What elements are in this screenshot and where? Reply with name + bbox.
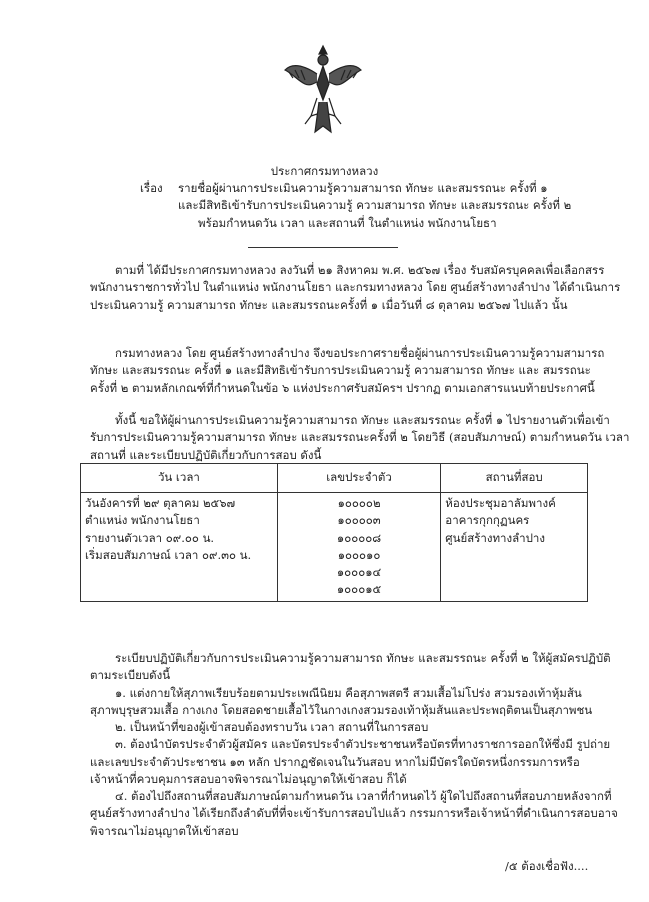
subject-label: เรื่อง — [140, 181, 163, 195]
date-cell — [81, 493, 278, 602]
rule-item-line: ศูนย์สร้างทางลำปาง ได้เรียกถึงลำดับที่ที่จะเข้ารับการสอบไปแล้ว กรรมการหรือเจ้าหน้าที่ดำเนินการสอบอาจ — [90, 806, 618, 821]
paragraph-line: พนักงานราชการทั่วไป ในตำแหน่ง พนักงานโยธา และกรมทางหลวง โดย ศูนย์สร้างทางลำปาง ได้ดำเนินการ — [90, 280, 621, 295]
header-exam-location: สถานที่สอบ — [441, 464, 588, 493]
paragraph-line: รับการประเมินความรู้ความสามารถ ทักษะ และสมรรถนะครั้งที่ ๒ โดยวิธี (สอบสัมภาษณ์) ตามกำหนดวัน เวลา — [90, 430, 630, 445]
id-cell — [277, 493, 441, 602]
subject-line: และมีสิทธิเข้ารับการประเมินความรู้ ความสามารถ ทักษะ และสมรรถนะ ครั้งที่ ๒ — [178, 198, 572, 213]
rule-item-line: ๓. ต้องนำบัตรประจำตัวผู้สมัคร และบัตรประจำตัวประชาชนหรือบัตรที่ทางราชการออกให้ซึ่งมี รูปถ่าย — [115, 737, 611, 752]
paragraph-instructions — [90, 412, 630, 464]
header-date-time: วัน เวลา — [81, 464, 278, 493]
garuda-emblem-icon — [283, 40, 363, 140]
rule-item-line: เจ้าหน้าที่ควบคุมการสอบอาจพิจารณาไม่อนุญาตให้เข้าสอบ ก็ได้ — [90, 771, 407, 786]
candidate-id: ๑๐๐๐๐๒ — [337, 496, 381, 510]
divider-line — [248, 247, 398, 248]
rule-item-line: สุภาพบุรุษสวมเสื้อ กางเกง โดยสอดชายเสื้อไว้ในกางเกงสวมรองเท้าหุ้มส้นและประพฤติตนเป็นสุภาพชน — [90, 702, 593, 717]
table-header-row — [81, 464, 588, 493]
header-id-number: เลขประจำตัว — [277, 464, 441, 493]
location-line: ห้องประชุมอาลัมพางค์ — [445, 496, 556, 510]
location-cell — [441, 493, 588, 602]
exam-schedule-table — [80, 463, 588, 602]
paragraph-line: ประเมินความรู้ ความสามารถ ทักษะ และสมรรถนะครั้งที่ ๑ เมื่อวันที่ ๘ ตุลาคม ๒๕๖๗ ไปแล้ว นั้น — [90, 297, 568, 312]
paragraph-line: ตามที่ ได้มีประกาศกรมทางหลวง ลงวันที่ ๒๑ สิงหาคม พ.ศ. ๒๕๖๗ เรื่อง รับสมัครบุคคลเพื่อเลือกสรร — [115, 263, 605, 277]
location-line: ศูนย์สร้างทางลำปาง — [445, 530, 545, 545]
paragraph-line: ทั้งนี้ ขอให้ผู้ผ่านการประเมินความรู้ความสามารถ ทักษะ และสมรรถนะ ครั้งที่ ๑ ไปรายงานตัวเพื่อเข้า — [115, 413, 610, 427]
page-continuation-note: /๕ ต้องเชื่อฟัง.... — [505, 859, 589, 873]
paragraph-announcement — [90, 345, 605, 397]
rules-intro-line: ระเบียบปฏิบัติเกี่ยวกับการประเมินความรู้ความสามารถ ทักษะ และสมรรถนะ ครั้งที่ ๒ ให้ผู้สมัครปฏิบัติ — [115, 651, 611, 665]
candidate-id: ๑๐๐๐๑๐ — [337, 547, 381, 562]
candidate-id: ๑๐๐๐๑๕ — [336, 582, 382, 597]
exam-rules-section — [90, 650, 618, 840]
paragraph-line: ครั้งที่ ๒ ตามหลักเกณฑ์ที่กำหนดในข้อ ๖ แห่งประกาศรับสมัครฯ ปรากฏ ตามเอกสารแนบท้ายประกาศนี้ — [90, 380, 595, 395]
paragraph-line: กรมทางหลวง โดย ศูนย์สร้างทางลำปาง จึงขอประกาศรายชื่อผู้ผ่านการประเมินความรู้ความสามารถ — [115, 346, 605, 360]
table-row — [81, 493, 588, 602]
date-line: ตำแหน่ง พนักงานโยธา — [85, 513, 200, 528]
date-line: วันอังคารที่ ๒๙ ตุลาคม ๒๕๖๗ — [85, 496, 236, 510]
candidate-id: ๑๐๐๐๐๓ — [337, 513, 381, 528]
location-line: อาคารกุกกุฏนคร — [445, 513, 530, 528]
paragraph-line: ทักษะ และสมรรถนะ ครั้งที่ ๑ และมีสิทธิเข้ารับการประเมินความรู้ ความสามารถ ทักษะ และ สมรรถนะ — [90, 363, 591, 378]
candidate-id: ๑๐๐๐๐๘ — [336, 530, 382, 545]
subject-line: พร้อมกำหนดวัน เวลา และสถานที่ ในตำแหน่ง พนักงานโยธา — [198, 215, 497, 230]
announcement-org-title: ประกาศกรมทางหลวง — [270, 164, 379, 178]
date-line: รายงานตัวเวลา ๐๙.๐๐ น. — [85, 530, 215, 545]
candidate-id: ๑๐๐๐๑๔ — [336, 565, 382, 579]
paragraph-line: สถานที่ และระเบียบปฏิบัติเกี่ยวกับการสอบ ดังนี้ — [90, 447, 322, 462]
rules-intro-line: ตามระเบียบดังนี้ — [90, 668, 171, 683]
subject-line: รายชื่อผู้ผ่านการประเมินความรู้ความสามารถ ทักษะ และสมรรถนะ ครั้งที่ ๑ — [178, 181, 548, 195]
rule-item-line: ๒. เป็นหน้าที่ของผู้เข้าสอบต้องทราบวัน เวลา สถานที่ในการสอบ — [115, 720, 429, 734]
rule-item-line: และเลขประจำตัวประชาชน ๑๓ หลัก ปรากฏชัดเจนในวันสอบ หากไม่มีบัตรใดบัตรหนึ่งกรรมการหรือ — [90, 754, 580, 769]
rule-item-line: ๔. ต้องไปถึงสถานที่สอบสัมภาษณ์ตามกำหนดวัน เวลาที่กำหนดไว้ ผู้ใดไปถึงสถานที่สอบภายหลังจากที่ — [115, 789, 612, 803]
rule-item-line: พิจารณาไม่อนุญาตให้เข้าสอบ — [90, 823, 239, 838]
date-line: เริ่มสอบสัมภาษณ์ เวลา ๐๙.๓๐ น. — [85, 547, 252, 562]
paragraph-background — [90, 262, 621, 314]
rule-item-line: ๑. แต่งกายให้สุภาพเรียบร้อยตามประเพณีนิยม คือสุภาพสตรี สวมเสื้อไม่โปร่ง สวมรองเท้าหุ้มส้น — [115, 685, 582, 700]
